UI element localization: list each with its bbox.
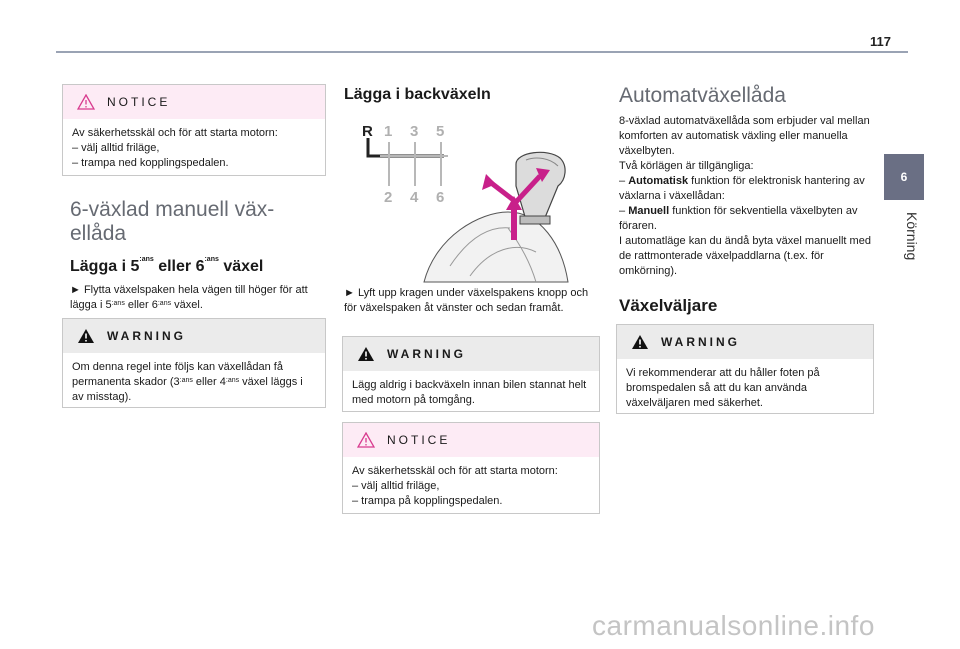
- gear-label: R: [362, 123, 373, 140]
- superscript: :ans: [179, 377, 193, 384]
- warning-header: [63, 319, 325, 353]
- chapter-label: Körning: [904, 212, 920, 261]
- heading-text: växel: [218, 258, 264, 275]
- warning-box-reverse: [342, 336, 600, 412]
- pattern-reverse-path: [368, 138, 444, 156]
- page-number: 117: [870, 34, 891, 49]
- outro-text: I automatläge kan du ändå byta växel manuellt med de rattmonterade växelpaddlarna (t.ex. för omkörning).: [619, 235, 871, 277]
- section-title-line: 6-växlad manuell väx-: [70, 198, 275, 221]
- superscript: :ans: [157, 300, 172, 307]
- gear-label: 1: [384, 123, 393, 140]
- notice-line: – trampa på kopplingspedalen.: [352, 495, 503, 507]
- mode-automatic: – Automatisk funktion för elektronisk hantering av växlarna i växellådan:: [619, 175, 865, 202]
- notice-box-reverse: [342, 422, 600, 514]
- warning-line: Vi rekommenderar att du håller foten på bromspedalen så att du kan använda växelväljaren med säkerhet.: [626, 367, 820, 409]
- mode-name: Automatisk: [628, 175, 689, 187]
- gear-label: 6: [436, 189, 445, 206]
- gear-label: 5: [436, 123, 445, 140]
- modes-intro: Två körlägen är tillgängliga:: [619, 160, 754, 172]
- intro-text: 8-växlad automatväxellåda som erbjuder val mellan komforten av automatisk växling eller manuella växelbyten.: [619, 115, 870, 157]
- caution-outline-icon: [357, 432, 375, 448]
- superscript: :ans: [111, 300, 125, 307]
- notice-body: [343, 457, 599, 517]
- heading-gear-5-6: [70, 258, 330, 276]
- warning-icon: [357, 346, 375, 362]
- superscript: :ans: [225, 377, 240, 384]
- gear-label: 4: [410, 189, 419, 206]
- warning-title: WARNING: [661, 335, 740, 349]
- instruction-gear-5-6: [70, 283, 326, 313]
- warning-box-gear-5-6: [62, 318, 326, 408]
- warning-box-selector: [616, 324, 874, 414]
- notice-line: Av säkerhetsskäl och för att starta motorn:: [72, 127, 278, 139]
- notice-body: [63, 119, 325, 179]
- warning-title: WARNING: [107, 329, 186, 343]
- warning-icon: [631, 334, 649, 350]
- warning-icon: [77, 328, 95, 344]
- notice-header: [343, 423, 599, 457]
- notice-title: NOTICE: [107, 95, 171, 109]
- gear-label: 3: [410, 123, 419, 140]
- warning-text: Om denna regel inte följs kan växellådan få permanenta skador (3: [72, 361, 283, 388]
- section-title-manual: [70, 198, 320, 246]
- heading-selector: Växelväljare: [619, 296, 718, 315]
- mode-text: funktion för sekventiella växelbyten av föraren.: [619, 205, 858, 232]
- header-rule: [56, 51, 908, 53]
- notice-line: – välj alltid friläge,: [72, 142, 160, 154]
- warning-body: [343, 371, 599, 416]
- instruction-text: växel.: [171, 299, 203, 311]
- gear-label: 2: [384, 189, 393, 206]
- warning-body: [63, 353, 325, 413]
- notice-title: NOTICE: [387, 433, 451, 447]
- warning-text: eller 4: [192, 376, 226, 388]
- shift-pattern: [362, 123, 448, 206]
- chapter-tab[interactable]: 6: [884, 154, 924, 200]
- heading-text: eller 6: [153, 258, 205, 275]
- superscript: :ans: [139, 256, 154, 263]
- warning-header: [343, 337, 599, 371]
- warning-body: [617, 359, 873, 419]
- instruction-text: eller 6: [124, 299, 158, 311]
- heading-reverse: Lägga i backväxeln: [344, 86, 491, 103]
- instruction-text: ► Flytta växelspaken hela vägen till höger för att lägga i 5: [70, 284, 308, 311]
- heading-text: Lägga i 5: [70, 258, 140, 275]
- section-title-line: ellåda: [70, 222, 127, 245]
- gear-shift-illustration: [340, 116, 580, 284]
- section-title-automatic: Automatväxellåda: [619, 84, 786, 107]
- notice-line: – trampa ned kopplingspedalen.: [72, 157, 229, 169]
- caution-outline-icon: [77, 94, 95, 110]
- notice-box-gear-5-6: [62, 84, 326, 176]
- mode-text: funktion för elektronisk hantering av växlarna i växellådan:: [619, 175, 865, 202]
- warning-line: Lägg aldrig i backväxeln innan bilen stannat helt med motorn på tomgång.: [352, 379, 587, 406]
- mode-manual: – Manuell funktion för sekventiella växelbyten av föraren.: [619, 205, 858, 232]
- notice-header: [63, 85, 325, 119]
- instruction-reverse: ► Lyft upp kragen under växelspakens knopp och för växelspaken åt vänster och sedan framåt.: [344, 287, 589, 314]
- watermark[interactable]: carmanualsonline.info: [592, 610, 875, 641]
- superscript: :ans: [204, 256, 219, 263]
- notice-line: Av säkerhetsskäl och för att starta motorn:: [352, 465, 558, 477]
- warning-header: [617, 325, 873, 359]
- warning-text: växel läggs i av misstag).: [72, 376, 303, 403]
- automatic-description: [619, 114, 871, 279]
- warning-title: WARNING: [387, 347, 466, 361]
- notice-line: – välj alltid friläge,: [352, 480, 440, 492]
- mode-name: Manuell: [628, 205, 670, 217]
